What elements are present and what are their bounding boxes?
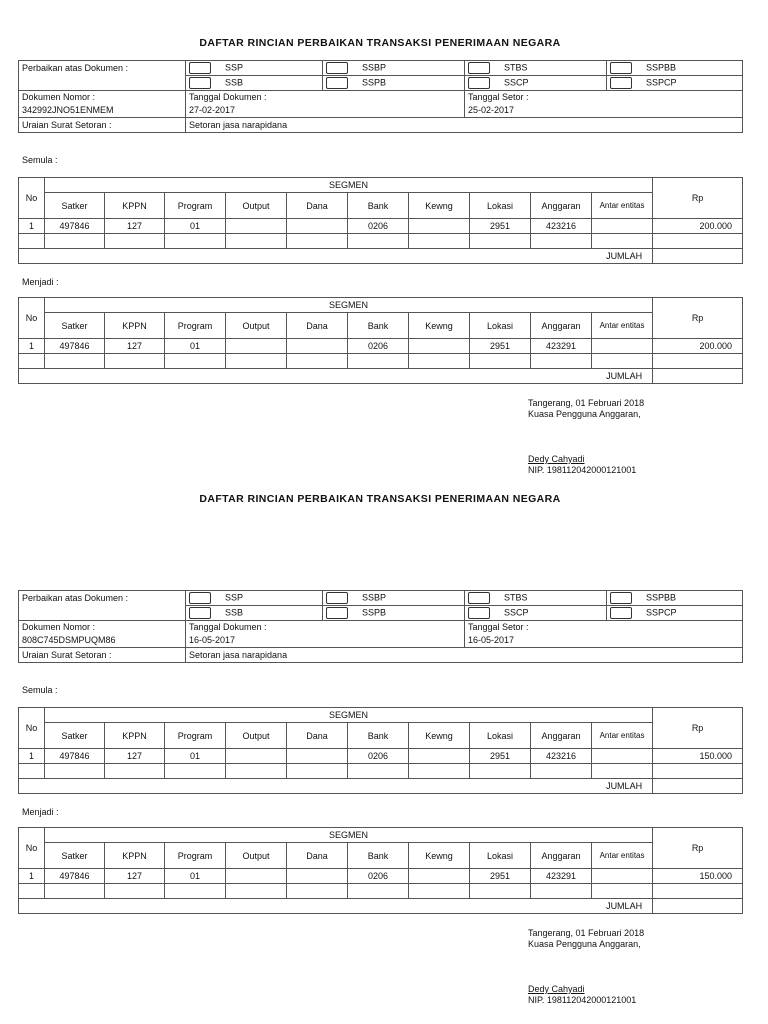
table-row-empty: [19, 234, 743, 249]
col-satker: Satker: [45, 723, 105, 749]
col-kppn: KPPN: [105, 723, 165, 749]
col-kewng: Kewng: [409, 723, 470, 749]
cell-kewng: [409, 869, 470, 884]
checkbox-sscp[interactable]: [468, 607, 490, 619]
tanggal-setor-value: 25-02-2017: [468, 105, 515, 115]
cell-kewng: [409, 339, 470, 354]
cell-satker: 497846: [45, 869, 105, 884]
dokumen-nomor-value: 342992JNO51ENMEM: [22, 105, 114, 115]
menjadi-table: [18, 297, 743, 384]
checkbox-ssp[interactable]: [189, 62, 211, 74]
doctype-ssbp[interactable]: SSBP: [323, 591, 465, 606]
signature-block: [528, 398, 644, 476]
tanggal-dokumen-value: 16-05-2017: [189, 635, 236, 645]
table-row: 1 497846 127 01 0206 2951 423291 150.000: [19, 869, 743, 884]
checkbox-sspcp[interactable]: [610, 607, 632, 619]
uraian-value: Setoran jasa narapidana: [186, 648, 743, 663]
col-output: Output: [226, 193, 287, 219]
segmen-header: SEGMEN: [45, 298, 653, 313]
jumlah-row: [19, 249, 743, 264]
doctype-sspcp[interactable]: SSPCP: [607, 76, 743, 91]
col-lokasi: Lokasi: [470, 723, 531, 749]
cell-rp: 200.000: [653, 219, 743, 234]
jumlah-value: [653, 249, 743, 264]
tanggal-dokumen-cell: Tanggal Dokumen : 16-05-2017: [186, 621, 465, 648]
cell-output: [226, 749, 287, 764]
col-output: Output: [226, 723, 287, 749]
doctype-sspbb[interactable]: SSPBB: [607, 591, 743, 606]
cell-program: 01: [165, 869, 226, 884]
checkbox-sspcp[interactable]: [610, 77, 632, 89]
cell-rp: 150.000: [653, 749, 743, 764]
jumlah-row: [19, 899, 743, 914]
col-kewng: Kewng: [409, 193, 470, 219]
col-kppn: KPPN: [105, 843, 165, 869]
cell-dana: [287, 749, 348, 764]
semula-table: [18, 177, 743, 264]
cell-bank: 0206: [348, 749, 409, 764]
dokumen-nomor-cell: Dokumen Nomor : 342992JNO51ENMEM: [19, 91, 186, 118]
cell-lokasi: 2951: [470, 339, 531, 354]
checkbox-ssb[interactable]: [189, 607, 211, 619]
tanggal-setor-cell: Tanggal Setor : 25-02-2017: [465, 91, 743, 118]
checkbox-sspbb[interactable]: [610, 62, 632, 74]
cell-kppn: 127: [105, 749, 165, 764]
col-output: Output: [226, 313, 287, 339]
menjadi-label: Menjadi :: [22, 807, 59, 817]
cell-program: 01: [165, 749, 226, 764]
semula-table: [18, 707, 743, 794]
perbaikan-label: Perbaikan atas Dokumen :: [19, 591, 186, 621]
signer-nip: NIP. 198112042000121001: [528, 995, 637, 1005]
col-kppn: KPPN: [105, 313, 165, 339]
col-bank: Bank: [348, 193, 409, 219]
document-title: DAFTAR RINCIAN PERBAIKAN TRANSAKSI PENERIMAAN NEGARA: [199, 493, 561, 505]
cell-kewng: [409, 219, 470, 234]
jumlah-value: [653, 899, 743, 914]
cell-anggaran: 423216: [531, 219, 592, 234]
col-program: Program: [165, 193, 226, 219]
table-row: 1 497846 127 01 0206 2951 423216 150.000: [19, 749, 743, 764]
cell-dana: [287, 869, 348, 884]
signature-block: [528, 928, 644, 1006]
col-antar: Antar entitas: [592, 313, 653, 339]
cell-lokasi: 2951: [470, 219, 531, 234]
doctype-sspb[interactable]: SSPB: [323, 606, 465, 621]
signer-name: Dedy Cahyadi: [528, 984, 585, 994]
cell-anggaran: 423291: [531, 869, 592, 884]
col-dana: Dana: [287, 843, 348, 869]
doctype-ssb[interactable]: SSB: [186, 606, 323, 621]
doctype-sspcp[interactable]: SSPCP: [607, 606, 743, 621]
dokumen-nomor-value: 808C745DSMPUQM86: [22, 635, 116, 645]
col-rp: Rp: [653, 708, 743, 749]
semula-label: Semula :: [22, 685, 58, 695]
doctype-sspb[interactable]: SSPB: [323, 76, 465, 91]
col-dana: Dana: [287, 723, 348, 749]
col-lokasi: Lokasi: [470, 313, 531, 339]
doctype-stbs[interactable]: STBS: [465, 591, 607, 606]
tanggal-dokumen-value: 27-02-2017: [189, 105, 236, 115]
doctype-ssb[interactable]: SSB: [186, 76, 323, 91]
place-date: Tangerang, 01 Februari 2018: [528, 928, 645, 938]
doctype-ssp[interactable]: SSP: [186, 61, 323, 76]
col-kppn: KPPN: [105, 193, 165, 219]
cell-kppn: 127: [105, 869, 165, 884]
segmen-header: SEGMEN: [45, 708, 653, 723]
table-row-empty: [19, 354, 743, 369]
uraian-label: Uraian Surat Setoran :: [19, 118, 186, 133]
cell-antar: [592, 749, 653, 764]
cell-antar: [592, 219, 653, 234]
col-lokasi: Lokasi: [470, 193, 531, 219]
checkbox-stbs[interactable]: [468, 592, 490, 604]
cell-bank: 0206: [348, 339, 409, 354]
menjadi-label: Menjadi :: [22, 277, 59, 287]
col-rp: Rp: [653, 828, 743, 869]
signer-role: Kuasa Pengguna Anggaran,: [528, 409, 641, 419]
cell-dana: [287, 219, 348, 234]
cell-antar: [592, 339, 653, 354]
col-satker: Satker: [45, 313, 105, 339]
table-row: 1 497846 127 01 0206 2951 423216 200.000: [19, 219, 743, 234]
checkbox-ssp[interactable]: [189, 592, 211, 604]
document-header-table: [18, 590, 743, 663]
col-bank: Bank: [348, 313, 409, 339]
place-date: Tangerang, 01 Februari 2018: [528, 398, 645, 408]
cell-lokasi: 2951: [470, 749, 531, 764]
col-antar: Antar entitas: [592, 843, 653, 869]
cell-kppn: 127: [105, 219, 165, 234]
col-dana: Dana: [287, 193, 348, 219]
col-anggaran: Anggaran: [531, 313, 592, 339]
doctype-sscp[interactable]: SSCP: [465, 606, 607, 621]
signer-nip: NIP. 198112042000121001: [528, 465, 637, 475]
uraian-label: Uraian Surat Setoran :: [19, 648, 186, 663]
col-anggaran: Anggaran: [531, 723, 592, 749]
col-dana: Dana: [287, 313, 348, 339]
doctype-ssbp[interactable]: SSBP: [323, 61, 465, 76]
col-program: Program: [165, 843, 226, 869]
table-row-empty: [19, 884, 743, 899]
col-kewng: Kewng: [409, 313, 470, 339]
col-no: No: [19, 708, 45, 749]
perbaikan-label: Perbaikan atas Dokumen :: [19, 61, 186, 91]
col-no: No: [19, 178, 45, 219]
col-anggaran: Anggaran: [531, 193, 592, 219]
col-kewng: Kewng: [409, 843, 470, 869]
col-anggaran: Anggaran: [531, 843, 592, 869]
col-antar: Antar entitas: [592, 723, 653, 749]
tanggal-setor-value: 16-05-2017: [468, 635, 515, 645]
col-satker: Satker: [45, 843, 105, 869]
col-no: No: [19, 828, 45, 869]
col-lokasi: Lokasi: [470, 843, 531, 869]
col-output: Output: [226, 843, 287, 869]
col-satker: Satker: [45, 193, 105, 219]
col-rp: Rp: [653, 298, 743, 339]
table-row-empty: [19, 764, 743, 779]
cell-kewng: [409, 749, 470, 764]
menjadi-table: [18, 827, 743, 914]
doctype-sscp[interactable]: SSCP: [465, 76, 607, 91]
cell-bank: 0206: [348, 869, 409, 884]
jumlah-row: [19, 779, 743, 794]
document-header-table: [18, 60, 743, 133]
checkbox-sspb[interactable]: [326, 77, 348, 89]
col-antar: Antar entitas: [592, 193, 653, 219]
segmen-header: SEGMEN: [45, 828, 653, 843]
cell-satker: 497846: [45, 339, 105, 354]
cell-anggaran: 423291: [531, 339, 592, 354]
cell-kppn: 127: [105, 339, 165, 354]
col-rp: Rp: [653, 178, 743, 219]
col-bank: Bank: [348, 843, 409, 869]
doctype-sspbb[interactable]: SSPBB: [607, 61, 743, 76]
document-title: DAFTAR RINCIAN PERBAIKAN TRANSAKSI PENERIMAAN NEGARA: [199, 37, 561, 49]
checkbox-ssb[interactable]: [189, 77, 211, 89]
cell-satker: 497846: [45, 219, 105, 234]
uraian-value: Setoran jasa narapidana: [186, 118, 743, 133]
doctype-ssp[interactable]: SSP: [186, 591, 323, 606]
col-bank: Bank: [348, 723, 409, 749]
cell-program: 01: [165, 219, 226, 234]
col-no: No: [19, 298, 45, 339]
signer-name: Dedy Cahyadi: [528, 454, 585, 464]
table-row: 1 497846 127 01 0206 2951 423291 200.000: [19, 339, 743, 354]
doctype-stbs[interactable]: STBS: [465, 61, 607, 76]
tanggal-setor-cell: Tanggal Setor : 16-05-2017: [465, 621, 743, 648]
cell-bank: 0206: [348, 219, 409, 234]
cell-rp: 150.000: [653, 869, 743, 884]
cell-rp: 200.000: [653, 339, 743, 354]
cell-output: [226, 339, 287, 354]
col-program: Program: [165, 313, 226, 339]
semula-label: Semula :: [22, 155, 58, 165]
checkbox-sscp[interactable]: [468, 77, 490, 89]
jumlah-label: JUMLAH: [19, 369, 653, 384]
cell-anggaran: 423216: [531, 749, 592, 764]
checkbox-ssbp[interactable]: [326, 592, 348, 604]
cell-output: [226, 219, 287, 234]
cell-satker: 497846: [45, 749, 105, 764]
cell-lokasi: 2951: [470, 869, 531, 884]
cell-dana: [287, 339, 348, 354]
signer-role: Kuasa Pengguna Anggaran,: [528, 939, 641, 949]
col-program: Program: [165, 723, 226, 749]
cell-program: 01: [165, 339, 226, 354]
cell-antar: [592, 869, 653, 884]
jumlah-row: [19, 369, 743, 384]
checkbox-ssbp[interactable]: [326, 62, 348, 74]
tanggal-dokumen-cell: Tanggal Dokumen : 27-02-2017: [186, 91, 465, 118]
checkbox-stbs[interactable]: [468, 62, 490, 74]
cell-output: [226, 869, 287, 884]
jumlah-label: JUMLAH: [19, 779, 653, 794]
segmen-header: SEGMEN: [45, 178, 653, 193]
checkbox-sspb[interactable]: [326, 607, 348, 619]
jumlah-label: JUMLAH: [19, 249, 653, 264]
jumlah-value: [653, 779, 743, 794]
dokumen-nomor-cell: Dokumen Nomor : 808C745DSMPUQM86: [19, 621, 186, 648]
jumlah-label: JUMLAH: [19, 899, 653, 914]
checkbox-sspbb[interactable]: [610, 592, 632, 604]
jumlah-value: [653, 369, 743, 384]
